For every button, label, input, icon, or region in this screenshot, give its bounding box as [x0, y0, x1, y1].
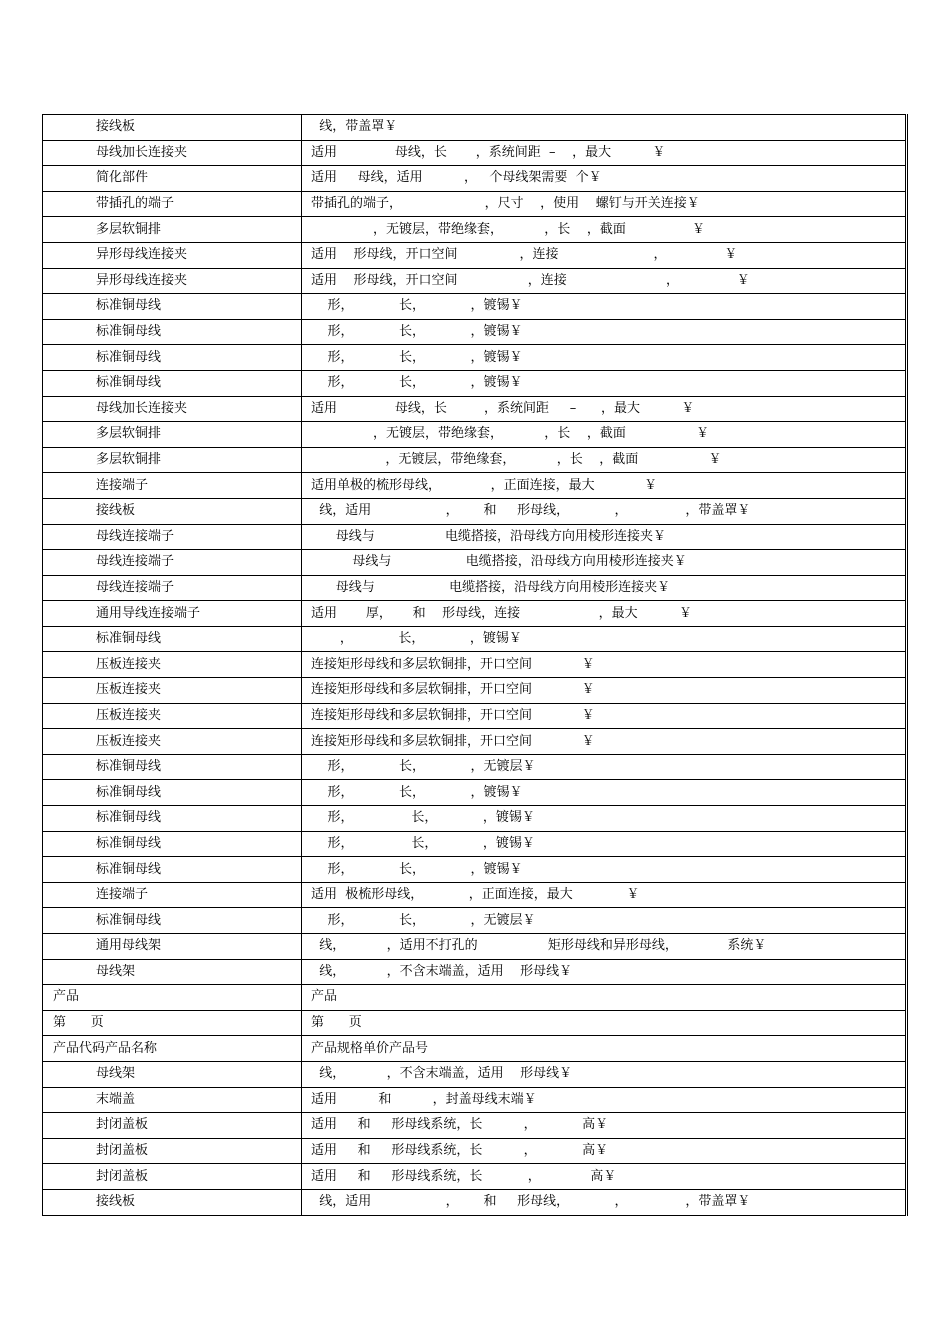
- product-spec-cell: 适用 形母线，开口空间 ，连接 ， ￥: [302, 268, 907, 294]
- product-name-cell: 第 页: [43, 1010, 302, 1036]
- product-name-cell: 多层软铜排: [43, 422, 302, 448]
- product-spec-cell: 线，带盖罩￥: [302, 115, 907, 141]
- product-name-cell: 末端盖: [43, 1087, 302, 1113]
- product-name-cell: 标准铜母线: [43, 319, 302, 345]
- table-row: [43, 754, 907, 780]
- table-row: [43, 1087, 907, 1113]
- product-spec-cell: 连接矩形母线和多层软铜排，开口空间 ￥: [302, 703, 907, 729]
- product-spec-cell: 第 页: [302, 1010, 907, 1036]
- product-spec-cell: 母线与 电缆搭接，沿母线方向用棱形连接夹￥: [302, 550, 907, 576]
- product-spec-cell: 带插孔的端子， ，尺寸 ，使用 螺钉与开关连接￥: [302, 191, 907, 217]
- product-name-cell: 多层软铜排: [43, 217, 302, 243]
- table-row: [43, 396, 907, 422]
- product-name-cell: 母线连接端子: [43, 575, 302, 601]
- product-spec-cell: 适用 母线，长 ，系统间距 – ，最大 ￥: [302, 140, 907, 166]
- product-table: [42, 114, 908, 1216]
- product-name-cell: 标准铜母线: [43, 626, 302, 652]
- product-name-cell: 标准铜母线: [43, 857, 302, 883]
- product-spec-cell: 形， 长， ，镀锡￥: [302, 831, 907, 857]
- product-spec-cell: 连接矩形母线和多层软铜排，开口空间 ￥: [302, 652, 907, 678]
- product-spec-cell: ，无镀层，带绝缘套， ，长 ，截面 ￥: [302, 217, 907, 243]
- table-row: [43, 729, 907, 755]
- table-row: [43, 831, 907, 857]
- table-row: [43, 703, 907, 729]
- product-name-cell: 标准铜母线: [43, 831, 302, 857]
- product-spec-cell: 线， ，不含末端盖，适用 形母线￥: [302, 959, 907, 985]
- table-row: [43, 934, 907, 960]
- table-row: [43, 626, 907, 652]
- product-name-cell: 异形母线连接夹: [43, 268, 302, 294]
- table-row: [43, 1138, 907, 1164]
- table-row: [43, 652, 907, 678]
- product-name-cell: 接线板: [43, 115, 302, 141]
- product-name-cell: 标准铜母线: [43, 754, 302, 780]
- table-row: [43, 882, 907, 908]
- product-name-cell: 母线加长连接夹: [43, 396, 302, 422]
- product-spec-cell: 线， ，不含末端盖，适用 形母线￥: [302, 1061, 907, 1087]
- table-row: [43, 575, 907, 601]
- product-name-cell: 封闭盖板: [43, 1164, 302, 1190]
- table-row: [43, 242, 907, 268]
- product-spec-cell: 形， 长， ，镀锡￥: [302, 857, 907, 883]
- product-spec-cell: 线，适用 ， 和 形母线， ， ，带盖罩￥: [302, 498, 907, 524]
- product-name-cell: 连接端子: [43, 882, 302, 908]
- product-table-body: [43, 115, 907, 1216]
- table-row: [43, 319, 907, 345]
- product-name-cell: 标准铜母线: [43, 806, 302, 832]
- product-spec-cell: ， 长， ，镀锡￥: [302, 626, 907, 652]
- product-spec-cell: 形， 长， ，镀锡￥: [302, 345, 907, 371]
- table-row: [43, 985, 907, 1011]
- product-spec-cell: 产品: [302, 985, 907, 1011]
- product-spec-cell: 形， 长， ，镀锡￥: [302, 780, 907, 806]
- product-spec-cell: ，无镀层，带绝缘套， ，长 ，截面 ￥: [302, 447, 907, 473]
- product-name-cell: 多层软铜排: [43, 447, 302, 473]
- product-name-cell: 封闭盖板: [43, 1138, 302, 1164]
- table-row: [43, 498, 907, 524]
- table-row: [43, 1061, 907, 1087]
- product-name-cell: 封闭盖板: [43, 1113, 302, 1139]
- table-row: [43, 345, 907, 371]
- table-row: [43, 166, 907, 192]
- product-name-cell: 压板连接夹: [43, 652, 302, 678]
- product-spec-cell: 形， 长， ，镀锡￥: [302, 319, 907, 345]
- product-spec-cell: 形， 长， ，镀锡￥: [302, 294, 907, 320]
- product-name-cell: 通用导线连接端子: [43, 601, 302, 627]
- product-spec-cell: 母线与 电缆搭接，沿母线方向用棱形连接夹￥: [302, 575, 907, 601]
- product-spec-cell: 形， 长， ，镀锡￥: [302, 370, 907, 396]
- table-row: [43, 268, 907, 294]
- table-row: [43, 370, 907, 396]
- product-spec-cell: 连接矩形母线和多层软铜排，开口空间 ￥: [302, 729, 907, 755]
- product-spec-cell: 适用 和 形母线系统，长 ， 高￥: [302, 1138, 907, 1164]
- product-name-cell: 母线架: [43, 1061, 302, 1087]
- product-spec-cell: 形， 长， ，无镀层￥: [302, 754, 907, 780]
- product-spec-cell: 形， 长， ，镀锡￥: [302, 806, 907, 832]
- product-name-cell: 标准铜母线: [43, 370, 302, 396]
- product-name-cell: 母线架: [43, 959, 302, 985]
- table-row: [43, 678, 907, 704]
- product-spec-cell: 适用 形母线，开口空间 ，连接 ， ￥: [302, 242, 907, 268]
- product-spec-cell: 连接矩形母线和多层软铜排，开口空间 ￥: [302, 678, 907, 704]
- product-spec-cell: 适用 和 形母线系统，长 ， 高￥: [302, 1113, 907, 1139]
- product-name-cell: 母线连接端子: [43, 550, 302, 576]
- table-row: [43, 447, 907, 473]
- product-spec-cell: 线，适用 ， 和 形母线， ， ，带盖罩￥: [302, 1189, 907, 1215]
- product-name-cell: 母线连接端子: [43, 524, 302, 550]
- product-name-cell: 接线板: [43, 498, 302, 524]
- table-row: [43, 959, 907, 985]
- product-spec-cell: 适用 极梳形母线， ，正面连接，最大 ￥: [302, 882, 907, 908]
- table-row: [43, 1164, 907, 1190]
- table-row: [43, 1010, 907, 1036]
- table-row: [43, 550, 907, 576]
- product-spec-cell: 适用单极的梳形母线， ，正面连接，最大 ￥: [302, 473, 907, 499]
- product-name-cell: 母线加长连接夹: [43, 140, 302, 166]
- product-name-cell: 产品: [43, 985, 302, 1011]
- product-name-cell: 标准铜母线: [43, 908, 302, 934]
- table-row: [43, 806, 907, 832]
- product-spec-cell: 产品规格单价产品号: [302, 1036, 907, 1062]
- product-spec-cell: 适用 厚， 和 形母线，连接 ，最大 ￥: [302, 601, 907, 627]
- product-name-cell: 异形母线连接夹: [43, 242, 302, 268]
- product-name-cell: 带插孔的端子: [43, 191, 302, 217]
- table-row: [43, 1189, 907, 1215]
- product-spec-cell: ，无镀层，带绝缘套， ，长 ，截面 ￥: [302, 422, 907, 448]
- table-row: [43, 780, 907, 806]
- product-name-cell: 产品代码产品名称: [43, 1036, 302, 1062]
- product-name-cell: 连接端子: [43, 473, 302, 499]
- product-spec-cell: 形， 长， ，无镀层￥: [302, 908, 907, 934]
- product-spec-cell: 适用 母线，适用 ， 个母线架需要 个￥: [302, 166, 907, 192]
- product-name-cell: 标准铜母线: [43, 294, 302, 320]
- product-name-cell: 压板连接夹: [43, 703, 302, 729]
- product-name-cell: 压板连接夹: [43, 678, 302, 704]
- product-spec-cell: 适用 母线，长 ，系统间距 – ，最大 ￥: [302, 396, 907, 422]
- product-spec-cell: 适用 和 形母线系统，长 ， 高￥: [302, 1164, 907, 1190]
- table-row: [43, 1036, 907, 1062]
- table-row: [43, 473, 907, 499]
- table-row: [43, 140, 907, 166]
- product-spec-cell: 适用 和 ，封盖母线末端￥: [302, 1087, 907, 1113]
- table-row: [43, 908, 907, 934]
- table-row: [43, 115, 907, 141]
- product-name-cell: 简化部件: [43, 166, 302, 192]
- table-row: [43, 1113, 907, 1139]
- product-spec-cell: 线， ，适用不打孔的 矩形母线和异形母线， 系统￥: [302, 934, 907, 960]
- product-name-cell: 通用母线架: [43, 934, 302, 960]
- table-row: [43, 191, 907, 217]
- product-name-cell: 接线板: [43, 1189, 302, 1215]
- table-row: [43, 857, 907, 883]
- product-name-cell: 标准铜母线: [43, 780, 302, 806]
- product-sheet: [42, 114, 906, 1216]
- product-name-cell: 标准铜母线: [43, 345, 302, 371]
- table-row: [43, 601, 907, 627]
- product-spec-cell: 母线与 电缆搭接，沿母线方向用棱形连接夹￥: [302, 524, 907, 550]
- product-name-cell: 压板连接夹: [43, 729, 302, 755]
- table-row: [43, 217, 907, 243]
- table-row: [43, 422, 907, 448]
- table-row: [43, 524, 907, 550]
- table-row: [43, 294, 907, 320]
